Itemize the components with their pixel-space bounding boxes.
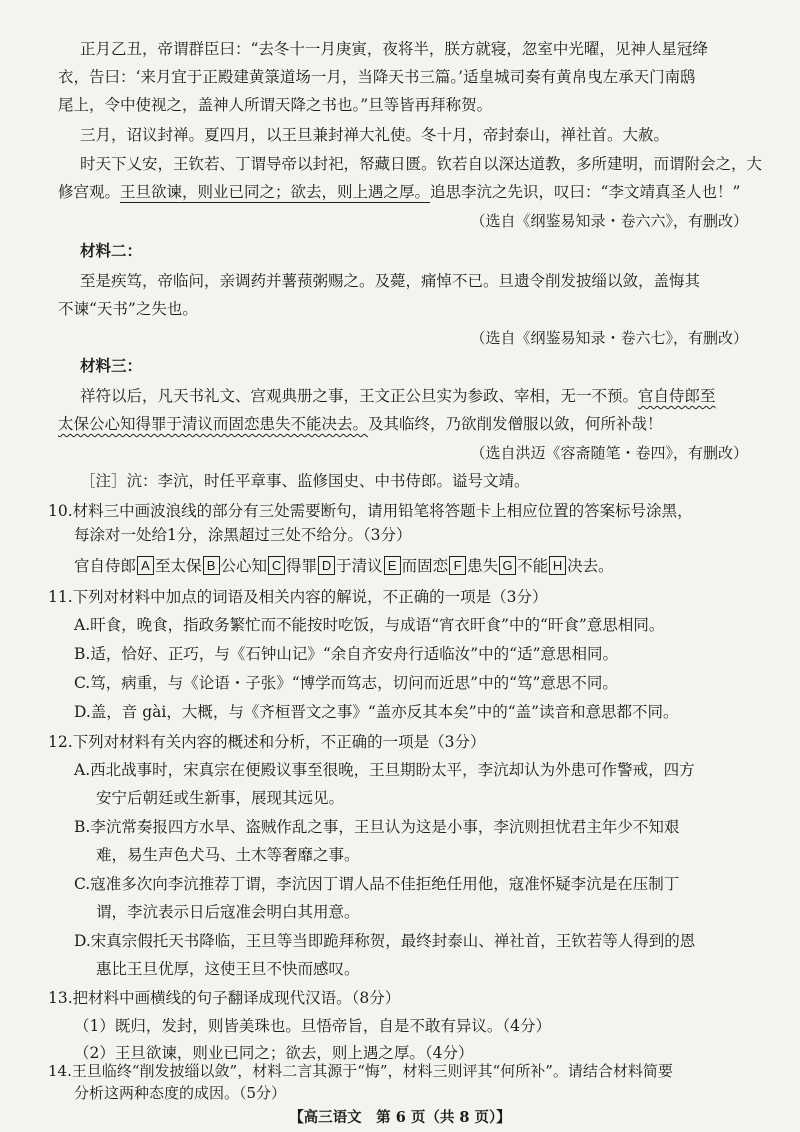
q12-option-c[interactable]: C.寇准多次向李沆推荐丁谓，李沆因丁谓人品不佳拒绝任用他，寇准怀疑李沆是在压制丁	[74, 875, 680, 893]
q11-option-b[interactable]: B.适，恰好、正巧，与《石钟山记》“余自齐安舟行适临汝”中的“适”意思相同。	[74, 645, 619, 663]
material1-text: 追思李沆之先识，叹曰：“李文靖真圣人也！”	[430, 183, 741, 201]
q10-segmented-sentence	[74, 555, 614, 577]
material1-line: 衣，告曰：‘来月宜于正殿建黄箓道场一月，当降天书三篇。’适皇城司奏有黄帛曳左承天门南鸱	[58, 68, 696, 86]
q13-sentence-2: （2）王旦欲谏，则业已同之；欲去，则上遇之厚。（4分）	[74, 1044, 474, 1062]
q10-segment: 而固恋	[401, 557, 449, 575]
q10-segment: 得罪	[286, 557, 318, 575]
q10-segment: 公心知	[220, 557, 268, 575]
q10-segment: 不能	[517, 557, 549, 575]
wavy-line-segment: 太保公心知得罪于清议而固恋患失不能决去。	[58, 415, 369, 433]
material1-line	[58, 181, 740, 203]
q11-option-d[interactable]: D.盖，音 gài，大概，与《齐桓晋文之事》“盖亦反其本矣”中的“盖”读音和意思都不同。	[74, 703, 679, 721]
q12-stem: 12.下列对材料有关内容的概述和分析，不正确的一项是（3分）	[48, 733, 486, 751]
q12-option-a[interactable]: A.西北战事时，宋真宗在便殿议事至很晚，王旦期盼太平，李沆却认为外患可作警戒，四方	[74, 761, 695, 779]
underlined-sentence-2: 王旦欲谏，则业已同之；欲去，则上遇之厚。	[120, 183, 431, 201]
material1-line: 正月乙丑，帝谓群臣曰：“去冬十一月庚寅，夜将半，朕方就寝，忽室中光曜，见神人星冠绛	[80, 40, 708, 58]
material1-text: 修宫观。	[58, 183, 121, 201]
q11-stem: 11.下列对材料中加点的词语及相关内容的解说，不正确的一项是（3分）	[48, 588, 548, 606]
q12-option-d-cont[interactable]: 惠比王旦优厚，这使王旦不快而感叹。	[96, 960, 360, 978]
material3-text: 祥符以后，凡天书礼文、宫观典册之事，王文正公旦实为参政、宰相，无一不预。	[80, 387, 639, 405]
q14-stem: 14.王旦临终“削发披缁以敛”，材料二言其源于“悔”，材料三则评其“何所补”。请结合材料简要	[48, 1062, 673, 1080]
page-footer: 【高三语文 第 6 页（共 8 页）】	[289, 1109, 511, 1126]
q12-option-d[interactable]: D.宋真宗假托天书降临，王旦等当即跪拜称贺，最终封泰山、禅社首，王钦若等人得到的恩	[74, 932, 696, 950]
answer-box-h[interactable]: H	[549, 556, 566, 575]
q12-option-a-cont[interactable]: 安宁后朝廷或生新事，展现其远见。	[96, 789, 345, 807]
q10-stem: 每涂对一处给1分，涂黑超过三处不给分。（3分）	[74, 526, 412, 544]
material3-title: 材料三：	[80, 356, 143, 375]
q10-segment: 官自侍郎	[74, 557, 137, 575]
q13-sentence-1: （1）既归，发封，则皆美珠也。旦悟帝旨，自是不敢有异议。（4分）	[74, 1017, 551, 1035]
q11-option-c[interactable]: C.笃，病重，与《论语・子张》“博学而笃志，切问而近思”中的“笃”意思不同。	[74, 674, 618, 692]
material1-line: 尾上，令中使视之，盖神人所谓天降之书也。”旦等皆再拜称贺。	[58, 96, 493, 114]
material2-line: 至是疾笃，帝临问，亲调药并薯蓣粥赐之。及薨，痛悼不已。旦遗令削发披缁以敛，盖悔其	[80, 272, 701, 290]
material2-line: 不谏“天书”之失也。	[58, 300, 198, 318]
q10-stem: 10.材料三中画波浪线的部分有三处需要断句，请用铅笔将答题卡上相应位置的答案标号涂黑，	[48, 502, 693, 520]
material3-text: 及其临终，乃欲削发僧服以敛，何所补哉！	[368, 415, 663, 433]
material1-source: （选自《纲鉴易知录・卷六六》，有删改）	[470, 212, 748, 230]
q12-option-b[interactable]: B.李沆常奏报四方水旱、盗贼作乱之事，王旦认为这是小事，李沆则担忧君主年少不知艰	[74, 818, 680, 836]
q10-segment: 于清议	[336, 557, 383, 575]
q10-segment: 决去。	[567, 557, 614, 575]
q14-stem-cont: 分析这两种态度的成因。（5分）	[74, 1084, 287, 1102]
material3-source: （选自洪迈《容斋随笔・卷四》，有删改）	[470, 444, 748, 462]
answer-box-c[interactable]: C	[268, 556, 285, 575]
answer-box-g[interactable]: G	[499, 556, 516, 575]
material2-title: 材料二：	[80, 241, 143, 260]
material2-source: （选自《纲鉴易知录・卷六七》，有删改）	[470, 329, 748, 347]
material3-line	[58, 413, 663, 435]
material1-line: 时天下乂安，王钦若、丁谓导帝以封祀，帑藏日匮。钦若自以深达道教，多所建明，而谓附会之，大	[80, 155, 763, 173]
annotation-note: ［注］沆：李沆，时任平章事、监修国史、中书侍郎。谥号文靖。	[80, 472, 530, 490]
q12-option-c-cont[interactable]: 谓，李沆表示日后寇准会明白其用意。	[96, 903, 360, 921]
answer-box-f[interactable]: F	[449, 556, 466, 575]
answer-box-b[interactable]: B	[203, 556, 220, 575]
wavy-line-segment: 官自侍郎至	[638, 387, 716, 405]
material3-line	[80, 385, 716, 407]
q11-option-a[interactable]: A.旰食，晚食，指政务繁忙而不能按时吃饭，与成语“宵衣旰食”中的“旰食”意思相同。	[74, 616, 665, 634]
q13-stem: 13.把材料中画横线的句子翻译成现代汉语。（8分）	[48, 989, 401, 1007]
q10-segment: 至太保	[155, 557, 202, 575]
answer-box-e[interactable]: E	[384, 556, 401, 575]
answer-box-a[interactable]: A	[137, 556, 154, 575]
q10-segment: 患失	[467, 557, 499, 575]
material1-line: 三月，诏议封禅。夏四月，以王旦兼封禅大礼使。冬十月，帝封泰山，禅社首。大赦。	[80, 126, 670, 144]
answer-box-d[interactable]: D	[318, 556, 335, 575]
q12-option-b-cont[interactable]: 难，易生声色犬马、土木等奢靡之事。	[96, 846, 360, 864]
